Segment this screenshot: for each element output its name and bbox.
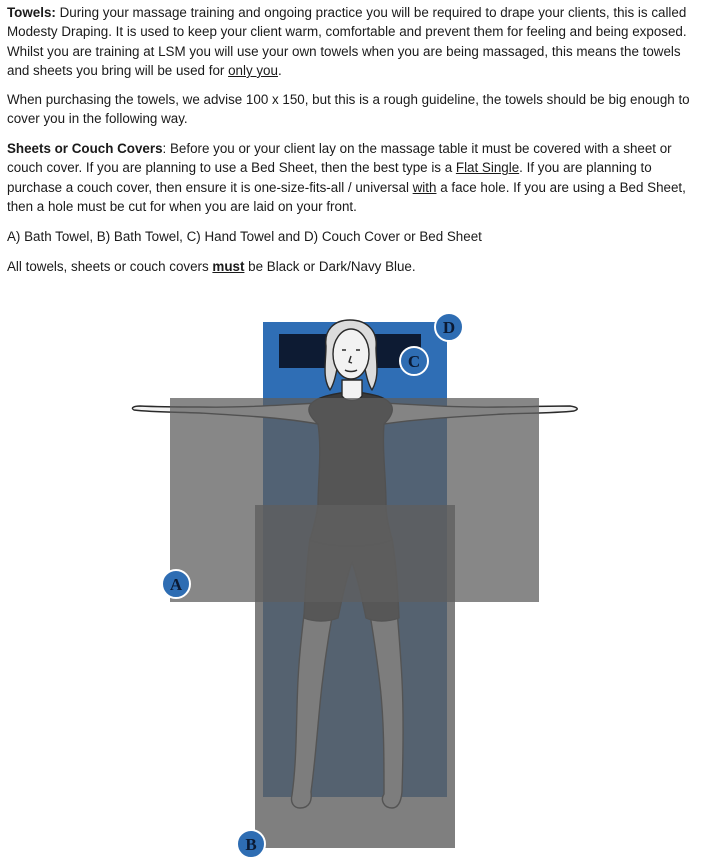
only-you-emphasis: only you	[228, 62, 278, 78]
label-c-text: C	[407, 352, 421, 371]
color-rule-paragraph: All towels, sheets or couch covers must be Black or Dark/Navy Blue.	[7, 259, 416, 274]
label-b	[237, 830, 265, 858]
towels-paragraph: Towels: During your massage training and ongoing practice you will be required to drape your clients, this is called Modesty Draping. It is used to keep your client warm, comfortable and prevent them for feeling and being exposed. Whilst you are training at LSM you will use your own towels when you are being massaged, this means the towels and sheets you bring will be used for only you.	[7, 5, 687, 78]
label-d-text: D	[442, 318, 456, 337]
towels-heading: Towels:	[7, 5, 56, 20]
must-emphasis: must	[212, 259, 245, 274]
label-b-text: B	[245, 835, 257, 854]
label-a-text: A	[169, 575, 183, 594]
draping-diagram-svg	[0, 300, 708, 863]
label-c	[400, 347, 428, 375]
label-d	[435, 313, 463, 341]
with-emphasis: with	[412, 179, 437, 195]
neck	[342, 380, 362, 401]
bath-towel-b	[255, 505, 455, 848]
sheets-paragraph: Sheets or Couch Covers: Before you or your client lay on the massage table it must be covered with a sheet or couch cover. If you are planning to use a Bed Sheet, then the best type is a Flat Single. If you are planning to purchase a couch cover, then ensure it is one-size-fits-all / universal with a face hole. If you are using a Bed Sheet, then a hole must be cut for when you are laid on your front.	[7, 141, 686, 214]
draping-diagram	[0, 300, 708, 863]
flat-single-emphasis: Flat Single	[455, 160, 520, 176]
towels-text: During your massage training and ongoing practice you will be required to drape your clients, this is called Modesty Draping. It is used to keep your client warm, comfortable and prevent them for feeling and being exposed. Whilst you are training at LSM you will use your own towels when you are being massaged, this means the towels and sheets you bring will be used for	[7, 5, 687, 78]
sheets-heading: Sheets or Couch Covers	[7, 141, 163, 156]
legend-paragraph: A) Bath Towel, B) Bath Towel, C) Hand Towel and D) Couch Cover or Bed Sheet	[7, 229, 482, 244]
purchasing-paragraph: When purchasing the towels, we advise 100 x 150, but this is a rough guideline, the towels should be big enough to cover you in the following way.	[7, 92, 690, 127]
label-a	[162, 570, 190, 598]
